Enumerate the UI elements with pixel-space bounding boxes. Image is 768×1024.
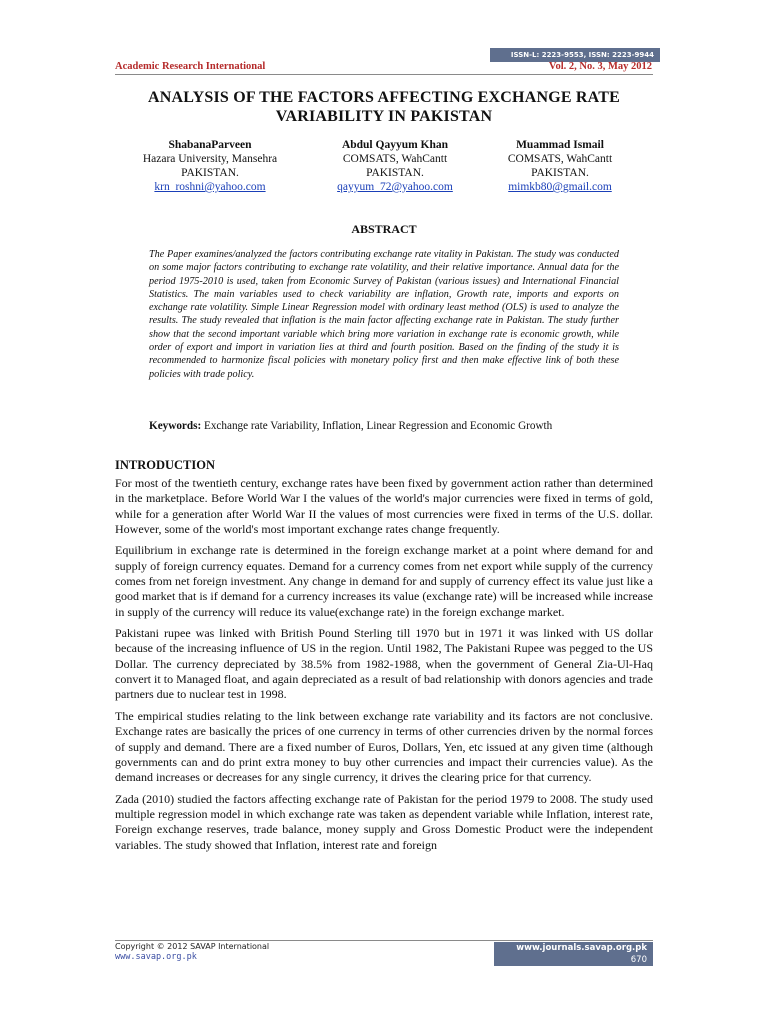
author-block	[115, 138, 653, 198]
author-1	[115, 138, 305, 194]
keywords-line	[149, 420, 619, 432]
journals-url-link[interactable]: www.journals.savap.org.pk	[516, 943, 647, 953]
keywords-text: Exchange rate Variability, Inflation, Linear Regression and Economic Growth	[201, 420, 553, 432]
author-email-link[interactable]: krn_roshni@yahoo.com	[154, 181, 266, 193]
copyright-text: Copyright © 2012 SAVAP International	[115, 942, 270, 951]
footer-banner	[494, 942, 653, 966]
page-number: 670	[630, 955, 647, 965]
journal-name: Academic Research International	[115, 61, 266, 72]
author-affiliation: Hazara University, Mansehra	[142, 153, 278, 165]
abstract-text: The Paper examines/analyzed the factors contributing exchange rate vitality in Pakistan. The study was conducted on some major factors contributing to exchange rate volatility, and their relative importance. Annual data for the period 1975-2010 is used, taken from Economic Survey of Pakistan (various issues) and International Financial Statistics. The main variables used to check variability are inflation, Growth rate, imports and exports on exchange rate volatility. Simple Linear Regression model with ordinary least method (OLS) is used to analyze the results. The study revealed that inflation is the main factor affecting exchange rate in Pakistan. The study further show that the second important variable which bring more variation in exchange rate is economic growth, while order of export and import in variation lies at third and fourth position. Based on the finding of the study it is recommended to harmonize fiscal policies with monetary policy first and then make effective link of both these policies with trade policy.	[149, 249, 619, 380]
issn-banner: ISSN-L: 2223-9553, ISSN: 2223-9944	[490, 48, 660, 62]
author-country: PAKISTAN.	[366, 167, 424, 179]
section-heading: INTRODUCTION	[115, 458, 216, 472]
author-country: PAKISTAN.	[181, 167, 239, 179]
header-rule	[115, 74, 653, 75]
author-affiliation: COMSATS, WahCantt	[342, 153, 448, 165]
paragraph: Zada (2010) studied the factors affecting exchange rate of Pakistan for the period 1979 to 2008. The study used multiple regression model in which exchange rate was taken as dependent variable while Inflation, interest rate, Foreign exchange reserves, trade balance, money supply and Gross Domestic Product were the independent variables. The study showed that Inflation, interest rate and foreign	[115, 791, 653, 852]
author-affiliation: COMSATS, WahCantt	[507, 153, 613, 165]
body-text	[115, 476, 653, 859]
paragraph: Equilibrium in exchange rate is determined in the foreign exchange market at a point where demand for and supply of foreign currency equates. Demand for a currency comes from net export while supply of the currency comes from net foreign investment. Any change in demand for and supply of currency effect its value just like a good market that is if demand for a currency increases its value (exchange rate) will be increased while increase in supply of the currency will reduce its value(exchange rate) in the foreign exchange market.	[115, 543, 653, 619]
author-country: PAKISTAN.	[531, 167, 589, 179]
paragraph: For most of the twentieth century, exchange rates have been fixed by government action rather than determined in the marketplace. Before World War I the values of the world's major currencies were fixed in terms of gold, while for a generation after World War II the values of most currencies were fixed in terms of the U.S. dollar. However, some of the world's most important exchange rates change frequently.	[115, 476, 653, 537]
site-link[interactable]: www.savap.org.pk	[115, 952, 197, 962]
author-name: Muammad Ismail	[516, 139, 604, 151]
abstract-heading: ABSTRACT	[351, 222, 417, 236]
title-line-1: ANALYSIS OF THE FACTORS AFFECTING EXCHANGE RATE	[147, 89, 620, 106]
author-3	[465, 138, 655, 194]
author-2	[300, 138, 490, 194]
paragraph: The empirical studies relating to the link between exchange rate variability and its factors are not conclusive. Exchange rates are basically the prices of one currency in terms of other currencies driven by the normal forces of supply and demand. There are a fixed number of Euros, Dollars, Yen, etc issued at any given time (although governments can and do print extra money to buy other currencies and impact their currencies value). As the demand increases or decreases for any single currency, it drives the clearing price for that currency.	[115, 708, 653, 785]
volume-info: Vol. 2, No. 3, May 2012	[548, 61, 652, 72]
author-email-link[interactable]: mimkb80@gmail.com	[508, 181, 612, 193]
paper-title	[115, 88, 653, 126]
author-name: Abdul Qayyum Khan	[341, 139, 449, 151]
paragraph: Pakistani rupee was linked with British Pound Sterling till 1970 but in 1971 it was linked with US dollar because of the increasing influence of US in the region. Until 1982, The Pakistani Rupee was pegged to the US Dollar. The currency depreciated by 38.5% from 1982-1988, when the government of General Zia-Ul-Haq convert it to Managed float, and again depreciated as a result of bad relationship with donors agencies and trade partners due to nuclear test in 1998.	[115, 626, 653, 702]
author-name: ShabanaParveen	[168, 139, 252, 151]
footer-rule	[115, 940, 653, 941]
author-email-link[interactable]: qayyum_72@yahoo.com	[337, 181, 453, 193]
title-line-2: VARIABILITY IN PAKISTAN	[275, 108, 493, 125]
keywords-label: Keywords:	[149, 420, 202, 432]
